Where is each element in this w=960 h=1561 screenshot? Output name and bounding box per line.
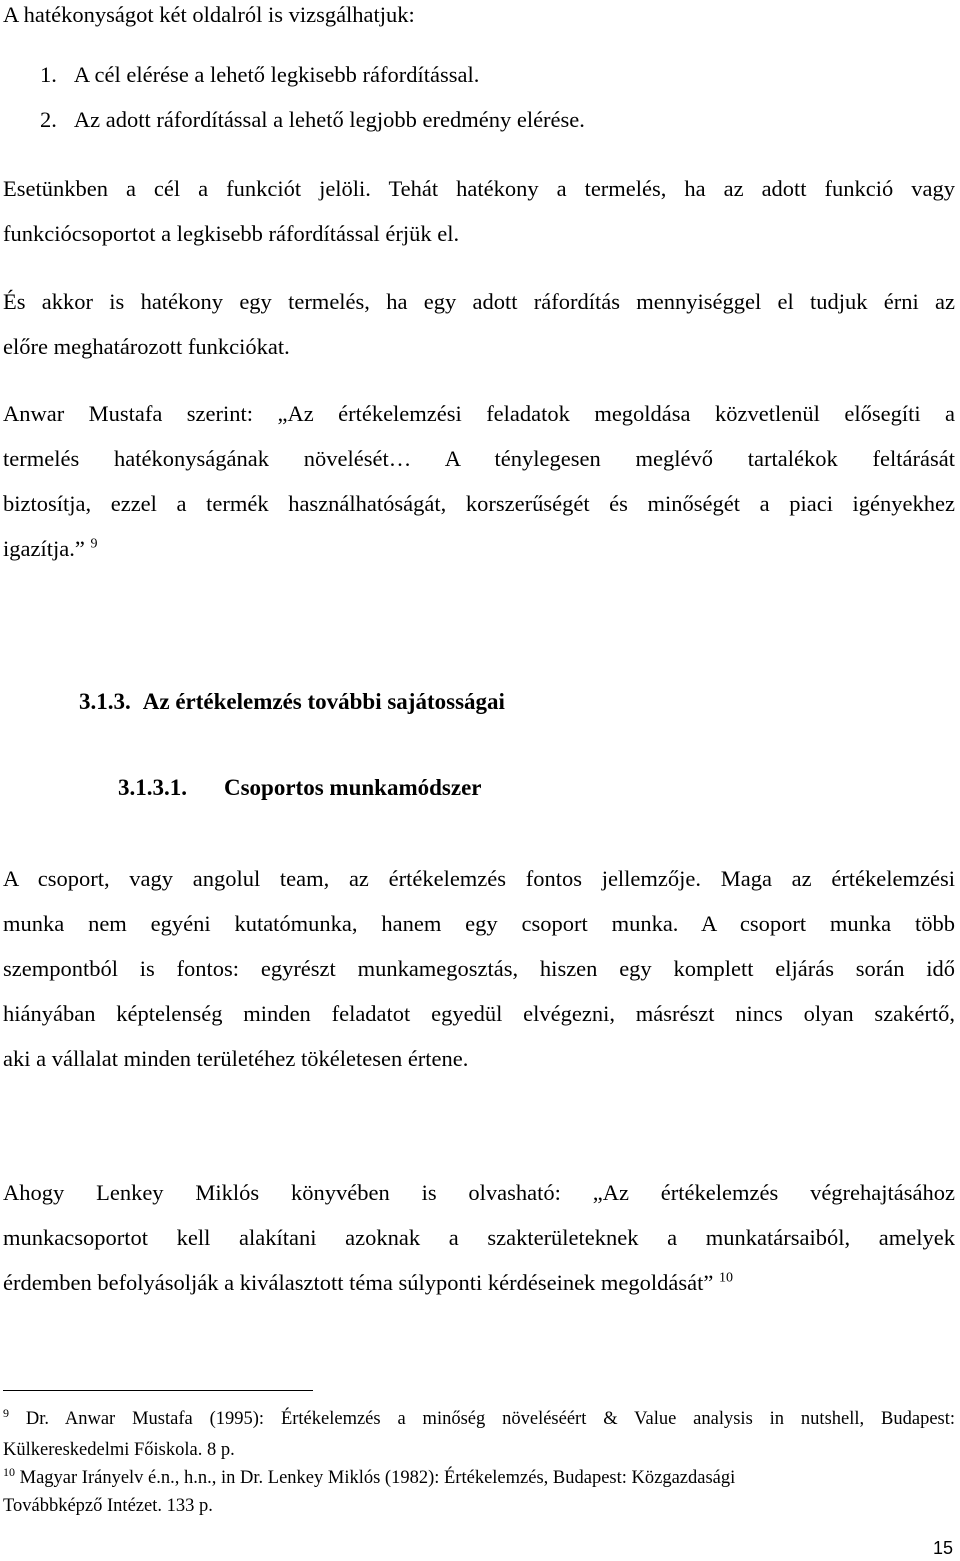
paragraph-line [3, 1268, 733, 1298]
paragraph-line: Ahogy Lenkey Miklós könyvében is olvasható: „Az értékelemzés végrehajtásához [3, 1180, 955, 1205]
footnote-number: 9 [3, 1405, 9, 1420]
footnote-reference: 9 [90, 536, 98, 552]
list-item-number: 1. [40, 62, 57, 87]
footnote-reference: 10 [719, 1270, 734, 1286]
footnote-continuation: Külkereskedelmi Főiskola. 8 p. [3, 1440, 235, 1460]
footnote [3, 1466, 735, 1490]
subsection-number: 3.1.3.1. [118, 775, 187, 800]
paragraph-line [3, 534, 97, 564]
paragraph-line: aki a vállalat minden területéhez tökéletesen értene. [3, 1046, 469, 1071]
intro-line: A hatékonyságot két oldalról is vizsgálhatjuk: [3, 2, 415, 27]
section-heading [79, 687, 505, 717]
footnote-text: Magyar Irányelv é.n., h.n., in Dr. Lenkey Miklós (1982): Értékelemzés, Budapest: Közgazdasági [19, 1468, 736, 1488]
footnote-separator [3, 1390, 313, 1391]
paragraph-line: funkciócsoportot a legkisebb ráfordítással érjük el. [3, 221, 460, 246]
paragraph-text: érdemben befolyásolják a kiválasztott téma súlyponti kérdéseinek megoldását” [3, 1270, 714, 1295]
paragraph-text: igazítja.” [3, 536, 85, 561]
list-item-number: 2. [40, 107, 57, 132]
paragraph-line: előre meghatározott funkciókat. [3, 334, 290, 359]
footnote [3, 1407, 955, 1431]
section-number: 3.1.3. [79, 689, 131, 714]
paragraph-line: A csoport, vagy angolul team, az értékelemzés fontos jellemzője. Maga az értékelemzési [3, 866, 955, 891]
subsection-heading [118, 773, 481, 803]
list-item-text: A cél elérése a lehető legkisebb ráfordítással. [73, 62, 480, 87]
section-title: Az értékelemzés további sajátosságai [142, 689, 505, 714]
paragraph-line: termelés hatékonyságának növelését… A ténylegesen meglévő tartalékok feltárását [3, 446, 955, 471]
paragraph-line: szempontból is fontos: egyrészt munkamegosztás, hiszen egy komplett eljárás során idő [3, 956, 955, 981]
subsection-title: Csoportos munkamódszer [224, 775, 482, 800]
paragraph-line: biztosítja, ezzel a termék használhatóságát, korszerűségét és minőségét a piaci igényekhez [3, 491, 955, 516]
footnote-continuation: Továbbképző Intézet. 133 p. [3, 1496, 213, 1516]
paragraph-line: hiányában képtelenség minden feladatot egyedül elvégezni, másrészt nincs olyan szakértő, [3, 1001, 955, 1026]
paragraph-line: És akkor is hatékony egy termelés, ha egy adott ráfordítás mennyiséggel el tudjuk érni az [3, 289, 955, 314]
paragraph-line: Esetünkben a cél a funkciót jelöli. Tehát hatékony a termelés, ha az adott funkció vagy [3, 176, 955, 201]
paragraph-line: munka nem egyéni kutatómunka, hanem egy csoport munka. A csoport munka több [3, 911, 955, 936]
footnote-text: Dr. Anwar Mustafa (1995): Értékelemzés a minőség növeléséért & Value analysis in nutshell, Budapest: [25, 1409, 956, 1429]
list-item-text: Az adott ráfordítással a lehető legjobb eredmény elérése. [73, 107, 585, 132]
paragraph-line: Anwar Mustafa szerint: „Az értékelemzési feladatok megoldása közvetlenül elősegíti a [3, 401, 955, 426]
footnote-number: 10 [3, 1464, 15, 1479]
list-item [40, 105, 585, 135]
paragraph-line: munkacsoportot kell alakítani azoknak a szakterületeknek a munkatársaiból, amelyek [3, 1225, 955, 1250]
page-number: 15 [932, 1538, 953, 1558]
list-item [40, 60, 479, 90]
